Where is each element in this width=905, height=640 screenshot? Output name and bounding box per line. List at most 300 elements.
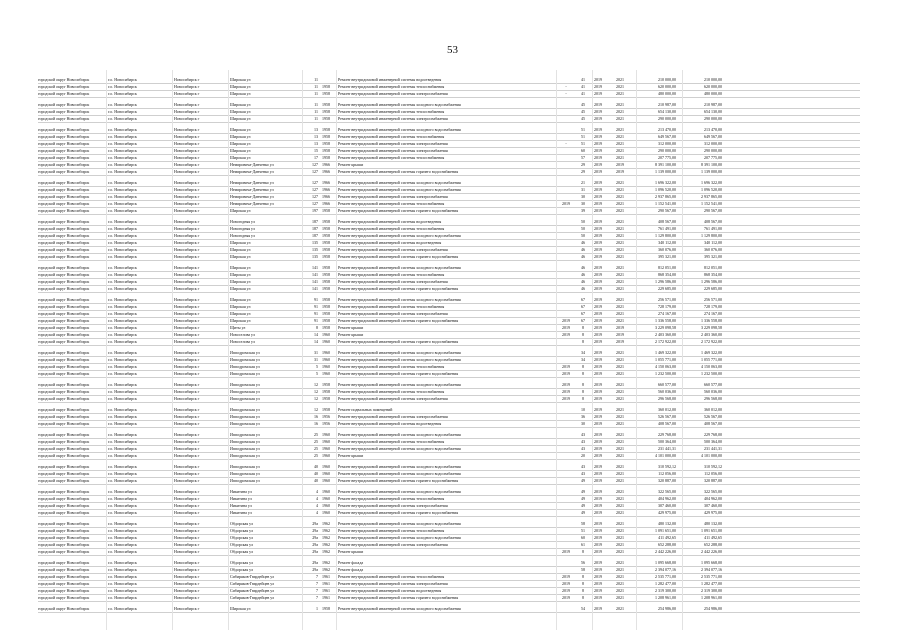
table-cell: Новосибирск г [174, 446, 200, 451]
table-cell: городской округ Новосибирск [38, 339, 90, 344]
table-row [38, 332, 860, 339]
table-cell: 560 036,00 [704, 389, 722, 394]
table-cell: 649 567,00 [658, 134, 676, 139]
table-cell: 2021 [616, 127, 624, 132]
table-cell: городской округ Новосибирск [38, 332, 90, 337]
table-row [38, 535, 860, 542]
table-row [38, 297, 860, 304]
table-row [38, 279, 860, 286]
table-cell: Новосибирск г [174, 226, 200, 231]
table-cell: 652 288,00 [704, 542, 722, 547]
table-cell: г.о. Новосибирск [108, 549, 137, 554]
table-cell: городской округ Новосибирск [38, 286, 90, 291]
table-cell: 1958 [322, 279, 330, 284]
table-cell: 2 172 922,00 [655, 339, 676, 344]
table-cell: 2019 [594, 503, 602, 508]
table-cell: 2 403 360,00 [701, 332, 722, 337]
table-cell: 1958 [322, 304, 330, 309]
table-cell: Широкая ул [230, 141, 251, 146]
table-cell: 1961 [322, 595, 330, 600]
table-cell: 1 696 322,00 [655, 180, 676, 185]
table-row [38, 311, 860, 318]
table-cell: г.о. Новосибирск [108, 471, 137, 476]
table-cell: 4 101 000,00 [655, 453, 676, 458]
table-cell: Широкая ул [230, 254, 251, 259]
table-cell: 1958 [322, 226, 330, 231]
table-cell: городской округ Новосибирск [38, 446, 90, 451]
table-cell: Новосибирск г [174, 439, 200, 444]
table-row [38, 219, 860, 226]
table-row [38, 606, 860, 613]
table-cell: 2021 [616, 471, 624, 476]
column-divider [682, 70, 683, 630]
table-cell: 2021 [616, 286, 624, 291]
table-cell: городской округ Новосибирск [38, 318, 90, 323]
table-cell: 2 172 922,00 [701, 339, 722, 344]
table-cell: Широкая ул [230, 279, 251, 284]
table-cell: 2021 [616, 382, 624, 387]
table-cell: Обдорская ул [230, 542, 253, 547]
table-row [38, 155, 860, 162]
table-cell: Ремонт внутридомовой инженерной системы холодного водоснабжения [338, 382, 461, 387]
table-cell: 11 [314, 91, 318, 96]
table-cell: 2019 [594, 127, 602, 132]
table-cell: городской округ Новосибирск [38, 194, 90, 199]
table-cell: городской округ Новосибирск [38, 155, 90, 160]
table-cell: 2019 [594, 254, 602, 259]
table-cell: 11 [314, 77, 318, 82]
table-cell: 2019 [594, 339, 602, 344]
table-row [38, 503, 860, 510]
table-cell: 2019 [616, 325, 624, 330]
table-cell: 2019 [594, 155, 602, 160]
table-cell: Ремонт внутридомовой инженерной системы горячего водоснабжения [338, 510, 459, 515]
table-cell: 2021 [616, 446, 624, 451]
table-cell: Ремонт внутридомовой инженерной системы горячего водоснабжения [338, 286, 459, 291]
table-cell: Ремонт крыши [338, 162, 364, 167]
table-cell: Ипподромская ул [230, 453, 260, 458]
table-cell: 2021 [616, 187, 624, 192]
table-cell: Новосибирск г [174, 134, 200, 139]
table-cell: г.о. Новосибирск [108, 265, 137, 270]
table-cell: 4 [316, 489, 318, 494]
table-cell: 1 282 477,00 [701, 581, 722, 586]
table-cell: городской округ Новосибирск [38, 254, 90, 259]
table-cell: 2021 [616, 91, 624, 96]
table-cell: Новосибирск г [174, 371, 200, 376]
table-cell: 1962 [322, 528, 330, 533]
table-row [38, 272, 860, 279]
table-cell: 360 012,00 [704, 407, 722, 412]
table-cell: 91 [314, 311, 318, 316]
table-cell: 1961 [322, 588, 330, 593]
table-cell: г.о. Новосибирск [108, 169, 137, 174]
table-cell: Новосибирск г [174, 286, 200, 291]
table-cell: 56 [581, 560, 585, 565]
table-cell: Никитина ул [230, 496, 252, 501]
table-cell: 652 288,00 [658, 542, 676, 547]
table-cell: городской округ Новосибирск [38, 272, 90, 277]
table-cell: 2021 [616, 219, 624, 224]
table-cell: 11 [314, 116, 318, 121]
table-cell: 2019 [562, 389, 570, 394]
table-cell: 231 441,31 [658, 446, 676, 451]
table-cell: Ипподромская ул [230, 364, 260, 369]
table-cell: 1960 [322, 357, 330, 362]
table-cell: г.о. Новосибирск [108, 528, 137, 533]
table-row [38, 240, 860, 247]
table-cell: 1960 [322, 439, 330, 444]
table-cell: 2019 [562, 364, 570, 369]
table-cell: 43 [581, 446, 585, 451]
table-cell: 2019 [562, 318, 570, 323]
table-cell: 812 051,00 [704, 265, 722, 270]
table-cell: Широкая ул [230, 102, 251, 107]
table-cell: Ремонт внутридомовой инженерной системы теплоснабжения [338, 109, 445, 114]
table-cell: 7 [316, 574, 318, 579]
table-cell: 13 [314, 141, 318, 146]
table-cell: Широкая ул [230, 247, 251, 252]
table-cell: 45 [581, 116, 585, 121]
table-cell: 4 150 063,00 [701, 364, 722, 369]
table-cell: 1 055 771,00 [655, 357, 676, 362]
table-cell: городской округ Новосибирск [38, 187, 90, 192]
table-cell: 2021 [616, 595, 624, 600]
table-cell: 2019 [562, 382, 570, 387]
table-cell: 1962 [322, 521, 330, 526]
table-cell: 1 336 558,00 [655, 318, 676, 323]
table-cell: г.о. Новосибирск [108, 510, 137, 515]
table-cell: Новосибирск г [174, 219, 200, 224]
table-cell: 2019 [594, 364, 602, 369]
table-cell: 500 364,00 [658, 439, 676, 444]
table-cell: 2019 [594, 325, 602, 330]
table-cell: Новосибирск г [174, 510, 200, 515]
table-row [38, 489, 860, 496]
table-cell: 2 937 865,00 [655, 194, 676, 199]
table-cell: городской округ Новосибирск [38, 581, 90, 586]
table-cell: 41 [581, 84, 585, 89]
table-cell: Новосибирск г [174, 542, 200, 547]
table-cell: 8 391 100,00 [655, 162, 676, 167]
table-cell: 2021 [616, 272, 624, 277]
table-cell: Ремонт внутридомовой инженерной системы холодного водоснабжения [338, 464, 461, 469]
table-cell: 728 179,00 [704, 304, 722, 309]
table-cell: 46 [581, 247, 585, 252]
table-cell: Ремонт внутридомовой инженерной системы холодного водоснабжения [338, 357, 461, 362]
table-cell: 1958 [322, 272, 330, 277]
table-cell: 2021 [616, 297, 624, 302]
table-cell: 1960 [322, 339, 330, 344]
table-cell: 2021 [616, 77, 624, 82]
table-cell: 2021 [616, 311, 624, 316]
table-cell: 1958 [322, 396, 330, 401]
table-cell: 654 130,00 [704, 109, 722, 114]
table-cell: 868 354,00 [704, 272, 722, 277]
table-cell: Новосибирск г [174, 116, 200, 121]
table-cell: 2019 [594, 510, 602, 515]
table-cell: 1 129 800,00 [701, 233, 722, 238]
table-cell: Новосибирск г [174, 77, 200, 82]
table-cell: городской округ Новосибирск [38, 528, 90, 533]
table-cell: 141 [312, 265, 318, 270]
table-cell: 210 987,00 [658, 102, 676, 107]
table-cell: Новосибирск г [174, 581, 200, 586]
table-cell: г.о. Новосибирск [108, 297, 137, 302]
table-cell: 812 051,00 [658, 265, 676, 270]
table-cell: Ремонт внутридомовой инженерной системы водоотведения [338, 240, 442, 245]
table-cell: Широкая ул [230, 77, 251, 82]
table-cell: городской округ Новосибирск [38, 464, 90, 469]
table-cell: 2021 [616, 432, 624, 437]
table-cell: 8 [316, 325, 318, 330]
table-cell: 2 937 865,00 [701, 194, 722, 199]
table-cell: 290 567,00 [658, 208, 676, 213]
table-cell: 2019 [594, 567, 602, 572]
table-cell: Ремонт крыши [338, 332, 364, 337]
table-cell: Ремонт внутридомовой инженерной системы холодного водоснабжения [338, 297, 461, 302]
table-cell: Новосибирск г [174, 407, 200, 412]
table-row [38, 528, 860, 535]
table-cell: Ремонт крыши [338, 453, 364, 458]
table-cell: Новогодняя ул [230, 226, 255, 231]
table-cell: Новосибирск г [174, 279, 200, 284]
table-cell: 2019 [594, 247, 602, 252]
table-cell: 17 [314, 155, 318, 160]
table-cell: 1962 [322, 549, 330, 554]
table-cell: городской округ Новосибирск [38, 567, 90, 572]
table-cell: 49 [581, 478, 585, 483]
table-cell: городской округ Новосибирск [38, 325, 90, 330]
table-cell: городской округ Новосибирск [38, 357, 90, 362]
table-cell: 2021 [616, 503, 624, 508]
table-cell: - [565, 141, 567, 146]
table-cell: 1 139 000,00 [701, 169, 722, 174]
table-cell: г.о. Новосибирск [108, 542, 137, 547]
table-cell: 1960 [322, 503, 330, 508]
table-cell: 4 150 063,00 [655, 364, 676, 369]
table-cell: городской округ Новосибирск [38, 102, 90, 107]
table-cell: Новосибирск г [174, 109, 200, 114]
table-cell: Ремонт внутридомовой инженерной системы горячего водоснабжения [338, 339, 459, 344]
table-row [38, 453, 860, 460]
table-cell: городской округ Новосибирск [38, 91, 90, 96]
table-cell: Ремонт внутридомовой инженерной системы электроснабжения [338, 414, 448, 419]
column-divider [106, 70, 107, 630]
table-cell: городской округ Новосибирск [38, 265, 90, 270]
table-cell: 2019 [594, 414, 602, 419]
table-cell: Новосибирск г [174, 148, 200, 153]
table-cell: 2019 [594, 535, 602, 540]
table-cell: 761 491,00 [658, 226, 676, 231]
table-cell: Новосибирск г [174, 240, 200, 245]
table-cell: г.о. Новосибирск [108, 464, 137, 469]
table-cell: 2021 [616, 233, 624, 238]
table-cell: 1958 [322, 127, 330, 132]
table-cell: 1960 [322, 510, 330, 515]
table-cell: 1958 [322, 134, 330, 139]
table-cell: 34 [581, 350, 585, 355]
table-cell: г.о. Новосибирск [108, 162, 137, 167]
table-cell: 480 132,00 [704, 521, 722, 526]
table-cell: 620 000,00 [658, 84, 676, 89]
table-cell: Новосибирск г [174, 325, 200, 330]
table-cell: Новосибирск г [174, 339, 200, 344]
table-cell: 3 229 098,58 [701, 325, 722, 330]
table-cell: 290 000,00 [658, 116, 676, 121]
column-divider [302, 70, 303, 630]
table-cell: Новосибирск г [174, 155, 200, 160]
table-cell: 2021 [616, 489, 624, 494]
table-cell: Новосибирск г [174, 194, 200, 199]
table-cell: 127 [312, 187, 318, 192]
table-row [38, 134, 860, 141]
table-cell: 312 000,00 [704, 141, 722, 146]
table-cell: 1 232 500,00 [701, 371, 722, 376]
table-cell: 307 460,00 [658, 503, 676, 508]
table-cell: 29а [312, 542, 318, 547]
table-cell: 2019 [594, 560, 602, 565]
table-cell: Ремонт внутридомовой инженерной системы горячего водоснабжения [338, 318, 459, 323]
table-cell: Никитина ул [230, 510, 252, 515]
table-cell: 2 535 771,00 [655, 574, 676, 579]
table-cell: 50 [581, 233, 585, 238]
table-cell: 31 [314, 357, 318, 362]
table-row [38, 91, 860, 98]
table-cell: 8 [582, 581, 584, 586]
table-row [38, 109, 860, 116]
table-cell: 30 [581, 194, 585, 199]
table-cell: Новосибирск г [174, 396, 200, 401]
table-row [38, 464, 860, 471]
table-cell: 2 394 077,16 [701, 567, 722, 572]
table-cell: 229 768,00 [658, 432, 676, 437]
table-cell: городской округ Новосибирск [38, 503, 90, 508]
table-cell: Ремонт внутридомовой инженерной системы теплоснабжения [338, 439, 445, 444]
table-cell: 14 [314, 332, 318, 337]
table-cell: Ремонт внутридомовой инженерной системы холодного водоснабжения [338, 489, 461, 494]
table-cell: 2019 [594, 102, 602, 107]
table-cell: 11 [314, 84, 318, 89]
table-cell: 46 [581, 265, 585, 270]
table-cell: Ремонт внутридомовой инженерной системы холодного водоснабжения [338, 102, 461, 107]
table-cell: 2021 [616, 141, 624, 146]
table-row [38, 407, 860, 414]
table-cell: Ипподромская ул [230, 446, 260, 451]
table-row [38, 581, 860, 588]
table-cell: 34 [581, 357, 585, 362]
table-cell: 2019 [594, 304, 602, 309]
table-cell: Ипподромская ул [230, 382, 260, 387]
table-cell: Широкая ул [230, 134, 251, 139]
table-cell: городской округ Новосибирск [38, 382, 90, 387]
table-cell: 2019 [594, 272, 602, 277]
table-cell: 2 394 077,16 [655, 567, 676, 572]
table-row [38, 560, 860, 567]
table-cell: 141 [312, 286, 318, 291]
table-cell: 2021 [616, 453, 624, 458]
table-cell: 2019 [594, 148, 602, 153]
table-cell: 1958 [322, 141, 330, 146]
table-cell: 1960 [322, 350, 330, 355]
table-cell: 1 091 651,00 [701, 528, 722, 533]
table-cell: 395 321,00 [704, 254, 722, 259]
table-row [38, 201, 860, 208]
table-cell: 480 132,00 [658, 521, 676, 526]
table-cell: г.о. Новосибирск [108, 155, 137, 160]
table-cell: 29 [581, 162, 585, 167]
table-cell: Сибиряков-Гвардейцев ул [230, 595, 275, 600]
table-cell: г.о. Новосибирск [108, 311, 137, 316]
table-cell: Новоселова ул [230, 332, 255, 337]
table-cell: 2019 [594, 279, 602, 284]
table-cell: Сибиряков-Гвардейцев ул [230, 581, 275, 586]
table-cell: Новосибирск г [174, 141, 200, 146]
table-cell: 25 [314, 446, 318, 451]
table-cell: Ремонт внутридомовой инженерной системы холодного водоснабжения [338, 535, 461, 540]
table-cell: г.о. Новосибирск [108, 560, 137, 565]
table-cell: Ремонт внутридомовой инженерной системы электроснабжения [338, 311, 448, 316]
table-cell: 8 [582, 574, 584, 579]
table-cell: городской округ Новосибирск [38, 432, 90, 437]
table-row [38, 77, 860, 84]
table-cell: г.о. Новосибирск [108, 339, 137, 344]
table-cell: 290 000,00 [704, 116, 722, 121]
table-cell: 3 229 098,58 [655, 325, 676, 330]
table-cell: Ремонт внутридомовой инженерной системы водоотведения [338, 77, 442, 82]
table-cell: г.о. Новосибирск [108, 318, 137, 323]
table-cell: городской округ Новосибирск [38, 414, 90, 419]
table-cell: г.о. Новосибирск [108, 389, 137, 394]
table-cell: г.о. Новосибирск [108, 187, 137, 192]
table-cell: Немировича-Данченко ул [230, 201, 274, 206]
table-cell: Новосибирск г [174, 567, 200, 572]
table-cell: Ремонт внутридомовой инженерной системы водоотведения [338, 219, 442, 224]
table-cell: 60 [581, 535, 585, 540]
table-cell: Новосибирск г [174, 496, 200, 501]
table-cell: 2019 [594, 542, 602, 547]
table-cell: 649 567,00 [704, 134, 722, 139]
table-cell: 2021 [616, 581, 624, 586]
table-cell: 2 319 300,00 [701, 588, 722, 593]
table-cell: Новогодняя ул [230, 233, 255, 238]
table-cell: 2 442 226,00 [701, 549, 722, 554]
table-cell: г.о. Новосибирск [108, 606, 137, 611]
table-cell: 1960 [322, 371, 330, 376]
table-row [38, 471, 860, 478]
table-cell: 2019 [594, 141, 602, 146]
table-cell: 2019 [562, 396, 570, 401]
table-cell: 296 568,00 [704, 396, 722, 401]
table-cell: 2019 [562, 595, 570, 600]
table-cell: 2019 [594, 240, 602, 245]
table-cell: 58 [581, 521, 585, 526]
table-cell: 360 076,00 [658, 247, 676, 252]
table-cell: городской округ Новосибирск [38, 201, 90, 206]
table-cell: 2019 [562, 581, 570, 586]
table-cell: г.о. Новосибирск [108, 382, 137, 387]
table-cell: Обдорская ул [230, 535, 253, 540]
table-cell: 254 986,00 [704, 606, 722, 611]
table-cell: 2019 [594, 407, 602, 412]
table-cell: Ремонт фасада [338, 567, 364, 572]
table-cell: 1958 [322, 102, 330, 107]
table-cell: Новосибирск г [174, 414, 200, 419]
column-divider [336, 70, 337, 630]
table-cell: Ремонт внутридомовой инженерной системы водоотведения [338, 421, 442, 426]
table-cell: 2 403 360,00 [655, 332, 676, 337]
table-cell: 43 [581, 432, 585, 437]
